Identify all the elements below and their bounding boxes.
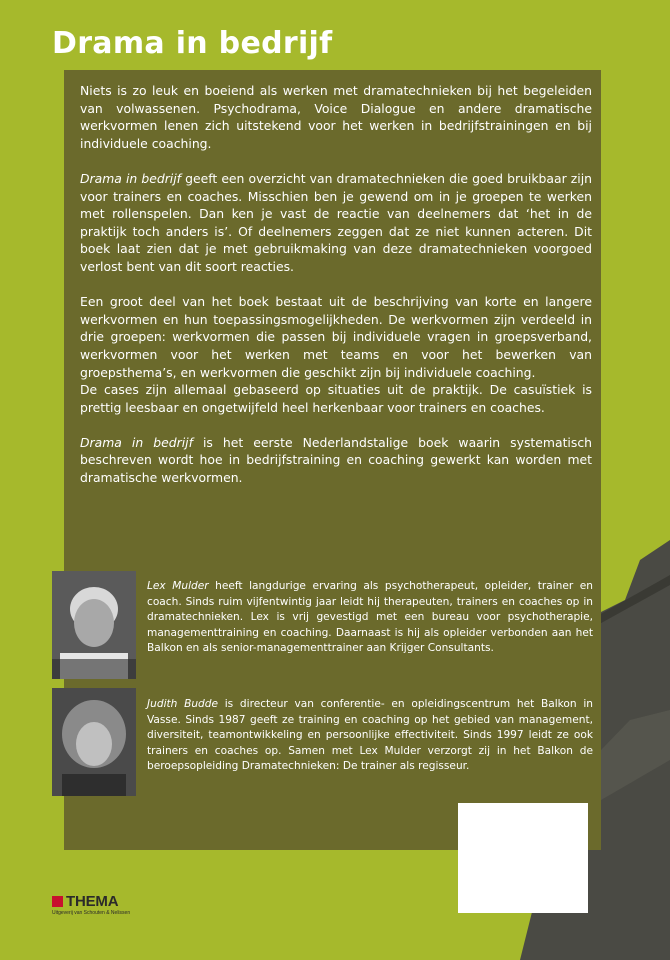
book-title-inline: Drama in bedrijf: [80, 170, 182, 186]
author-name: Lex Mulder: [147, 580, 209, 592]
logo-square-icon: [52, 896, 63, 907]
book-title: Drama in bedrijf: [52, 26, 333, 61]
author-photo-lex-mulder: [52, 571, 136, 679]
blurb-paragraph-4: De cases zijn allemaal gebaseerd op situaties uit de praktijk. De casuïstiek is prettig leesbaar en ongetwijfeld heel herkenbaar voor trainers en coaches.: [80, 382, 592, 415]
blurb-text: [80, 82, 592, 504]
barcode-placeholder: [458, 803, 588, 913]
author-bio-text: heeft langdurige ervaring als psychotherapeut, opleider, trainer en coach. Sinds ruim vijfentwintig jaar leidt hij therapeuten, trainers en coaches op in dramatechnieken. Lex is vrij gevestigd met een bureau voor psychotherapie, managementtraining en coaching. Daarnaast is hij als opleider verbonden aan het Balkon en als senior-managementtrainer aan Krijger Consultants.: [147, 580, 593, 655]
blurb-paragraph-3: Een groot deel van het boek bestaat uit de beschrijving van korte en langere werkvormen en hun toepassingsmogelijkheden. De werkvormen zijn verdeeld in drie groepen: werkvormen die passen bij individuele vragen in groepsverband, werkvormen voor het werken met teams en voor het bewerken van groepsthema’s, en werkvormen die geschikt zijn bij individuele coaching.: [80, 294, 592, 380]
book-title-inline: Drama in bedrijf: [80, 434, 193, 450]
author-bio-text: is directeur van conferentie- en opleidingscentrum het Balkon in Vasse. Sinds 1987 geeft ze training en coaching op het gebied van management, diversiteit, teamontwikkeling en persoonlijke effectiviteit. Sinds 1997 leidt ze ook trainers en coaches op. Samen met Lex Mulder verzorgt zij in het Balkon de beroepsopleiding Dramatechnieken: De trainer als regisseur.: [147, 698, 593, 773]
author-bio-lex-mulder: [147, 579, 593, 657]
author-photo-judith-budde: [52, 688, 136, 796]
publisher-name: THEMA: [66, 893, 119, 910]
author-name: Judith Budde: [147, 698, 219, 710]
author-bio-judith-budde: [147, 697, 593, 775]
blurb-paragraph-1: Niets is zo leuk en boeiend als werken met dramatechnieken bij het begeleiden van volwassenen. Psychodrama, Voice Dialogue en andere dramatische werkvormen lenen zich uitstekend voor het werken in bedrijfstrainingen en bij individuele coaching.: [80, 83, 592, 151]
publisher-logo: [52, 893, 118, 910]
blurb-paragraph-5-text: is het eerste Nederlandstalige boek waarin systematisch beschreven wordt hoe in bedrijfstraining en coaching gewerkt kan worden met dramatische werkvormen.: [80, 434, 592, 486]
blurb-paragraph-5: [80, 434, 592, 487]
blurb-paragraph-2-text: geeft een overzicht van dramatechnieken die goed bruikbaar zijn voor trainers en coaches. Misschien ben je gewend om in je groepen te werken met rollenspelen. Dan ken je vast de reactie van deelnemers dat ‘het in de praktijk toch anders is’. Of deelnemers zeggen dat ze niet kunnen acteren. Dit boek laat zien dat je met gebruikmaking van deze dramatechnieken voorgoed verlost bent van dit soort reacties.: [80, 170, 593, 274]
publisher-tagline: Uitgeverij van Schouten & Nelissen: [52, 910, 131, 916]
blurb-paragraph-2: [80, 170, 592, 276]
